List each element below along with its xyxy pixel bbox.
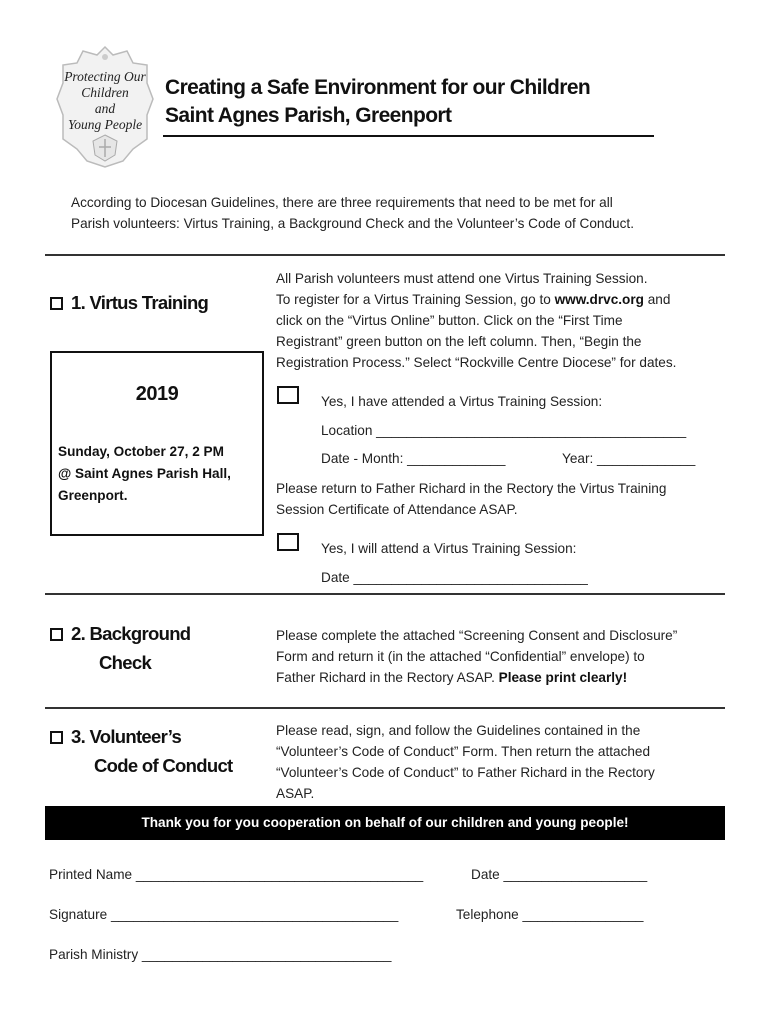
- telephone-field[interactable]: Telephone ________________: [456, 907, 644, 922]
- return-instructions: [276, 478, 721, 520]
- desc-text: To register for a Virtus Training Session, go to: [276, 292, 555, 307]
- title-line-1: Creating a Safe Environment for our Children: [165, 76, 591, 99]
- desc-line: Please read, sign, and follow the Guidelines contained in the: [276, 723, 641, 738]
- desc-line: ASAP.: [276, 786, 315, 801]
- section3-heading-text: 3. Volunteer’s: [71, 726, 182, 747]
- will-attend-date-field[interactable]: Date _______________________________: [321, 570, 588, 585]
- section-divider: [45, 707, 725, 709]
- training-details: [58, 441, 258, 507]
- location-field[interactable]: Location _________________________________________: [321, 423, 687, 438]
- year-field[interactable]: Year: _____________: [562, 451, 696, 466]
- section1-heading: [50, 288, 208, 317]
- checkbox-icon[interactable]: [277, 533, 299, 551]
- logo-line: Young People: [67, 117, 143, 132]
- attended-checkbox[interactable]: [277, 386, 307, 408]
- intro-line: Parish volunteers: Virtus Training, a Background Check and the Volunteer’s Code of Conduct.: [71, 216, 634, 231]
- desc-line: “Volunteer’s Code of Conduct” Form. Then return the attached: [276, 744, 651, 759]
- month-field[interactable]: Date - Month: _____________: [321, 451, 506, 466]
- printed-name-field[interactable]: Printed Name ______________________________________: [49, 867, 424, 882]
- checkbox-icon[interactable]: [50, 628, 63, 641]
- page-title: [165, 74, 590, 130]
- parish-ministry-field[interactable]: Parish Ministry _________________________________: [49, 947, 392, 962]
- section1-description: [276, 268, 721, 373]
- return-line: Session Certificate of Attendance ASAP.: [276, 502, 518, 517]
- section3-heading-text: Code of Conduct: [94, 755, 233, 776]
- training-detail-line: Sunday, October 27, 2 PM: [58, 444, 224, 459]
- training-detail-line: Greenport.: [58, 488, 128, 503]
- section1-heading-text: 1. Virtus Training: [71, 292, 209, 313]
- training-year: 2019: [135, 383, 179, 405]
- logo-line: Protecting Our: [64, 69, 146, 84]
- will-attend-checkbox[interactable]: [277, 533, 307, 555]
- training-date-box: [50, 351, 264, 536]
- desc-text: and: [643, 292, 671, 307]
- desc-line: “Volunteer’s Code of Conduct” to Father Richard in the Rectory: [276, 765, 655, 780]
- logo-line: and: [94, 101, 116, 116]
- logo: [53, 43, 157, 171]
- date-field[interactable]: Date ___________________: [471, 867, 648, 882]
- desc-line: [276, 667, 721, 688]
- desc-line: [276, 289, 721, 310]
- thank-you-banner: Thank you for you cooperation on behalf of our children and young people!: [45, 806, 725, 840]
- intro-line: According to Diocesan Guidelines, there are three requirements that need to be met for all: [71, 195, 613, 210]
- intro-paragraph: [71, 192, 711, 234]
- section3-heading: [50, 722, 233, 780]
- section2-heading-text: Check: [99, 652, 152, 673]
- desc-line: Registrant” green button on the left column. Then, “Begin the: [276, 334, 642, 349]
- checkbox-icon[interactable]: [50, 731, 63, 744]
- section3-description: [276, 720, 721, 804]
- checkbox-icon[interactable]: [50, 297, 63, 310]
- title-line-2: Saint Agnes Parish, Greenport: [165, 104, 452, 127]
- desc-line: Please complete the attached “Screening Consent and Disclosure”: [276, 628, 678, 643]
- section-divider: [45, 593, 725, 595]
- desc-line: All Parish volunteers must attend one Virtus Training Session.: [276, 271, 648, 286]
- desc-text: Father Richard in the Rectory ASAP.: [276, 670, 499, 685]
- desc-line: click on the “Virtus Online” button. Click on the “First Time: [276, 313, 623, 328]
- section2-heading-text: 2. Background: [71, 623, 191, 644]
- section2-description: [276, 625, 721, 688]
- print-clearly-note: Please print clearly!: [498, 670, 628, 685]
- checkbox-icon[interactable]: [277, 386, 299, 404]
- training-detail-line: @ Saint Agnes Parish Hall,: [58, 466, 231, 481]
- registration-link[interactable]: www.drvc.org: [554, 292, 644, 307]
- logo-line: Children: [81, 85, 129, 100]
- desc-line: Form and return it (in the attached “Confidential” envelope) to: [276, 649, 645, 664]
- section-divider: [45, 254, 725, 256]
- section2-heading: [50, 619, 190, 677]
- signature-field[interactable]: Signature ______________________________________: [49, 907, 399, 922]
- will-attend-label: Yes, I will attend a Virtus Training Session:: [321, 541, 577, 556]
- title-divider: [163, 135, 654, 137]
- return-line: Please return to Father Richard in the Rectory the Virtus Training: [276, 481, 667, 496]
- desc-line: Registration Process.” Select “Rockville Centre Diocese” for dates.: [276, 355, 677, 370]
- attended-label: Yes, I have attended a Virtus Training Session:: [321, 394, 603, 409]
